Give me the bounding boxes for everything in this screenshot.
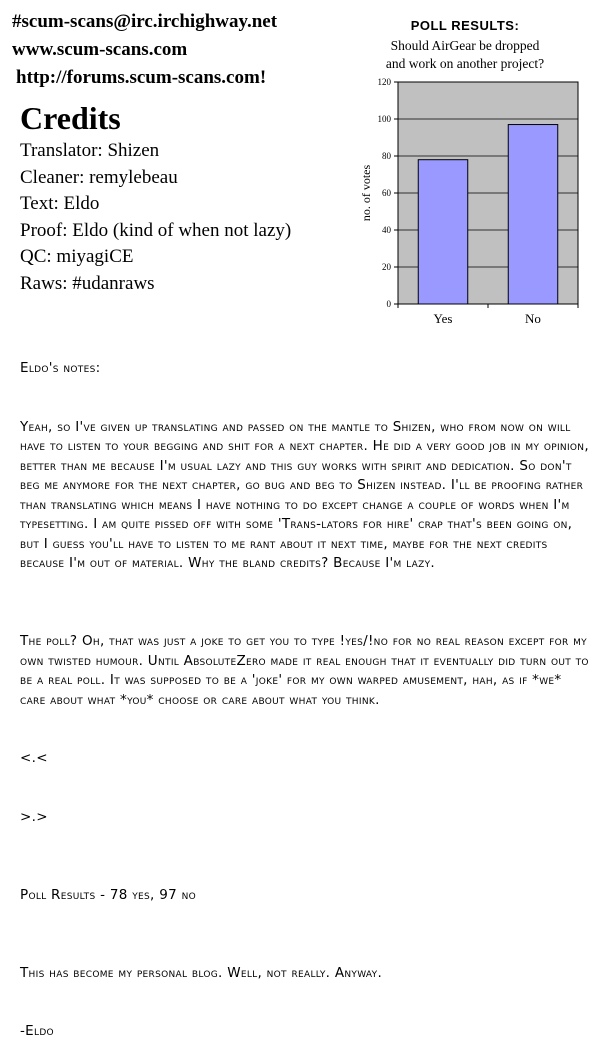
poll-heading: POLL RESULTS: [410,18,520,33]
y-axis-label: no. of votes [359,164,373,222]
y-tick-label: 40 [382,225,391,235]
poll-question-line1: Should AirGear be dropped [390,38,540,53]
poll-chart-svg [340,78,590,348]
irc-link: #scum-scans@irc.irchighway.net [12,11,278,32]
credit-proof: Proof: Eldo (kind of when not lazy) [20,219,292,241]
y-tick-label: 80 [382,151,391,161]
credits-block [20,98,291,297]
poll-question-line2: and work on another project? [385,56,545,71]
notes-signature: -Eldo [20,1023,54,1039]
notes-emote-2: >.> [20,808,48,825]
notes-heading: Eldo's notes: [20,360,101,376]
x-tick-label: Yes [433,311,453,326]
credit-raws: Raws: #udanraws [20,272,155,294]
bar-yes [418,160,468,304]
website-link: www.scum-scans.com [12,39,188,60]
y-tick-label: 100 [377,114,391,124]
notes-emote-1: <.< [20,750,48,766]
forums-link: http://forums.scum-scans.com! [16,67,267,88]
poll-chart [340,78,590,348]
y-tick-label: 60 [382,188,391,198]
poll-question [340,37,590,73]
notes-paragraph-2: The poll? Oh, that was just a joke to get you to type !yes/!no for no real reason except for my own twisted humour. Until AbsoluteZero made it real enough that it eventually did turn out to be a real poll. It was supposed to be a 'joke' for my own warped amusement, hah, as if *we* care about what *you* choose or care about what you think. [20,633,594,708]
notes-block [20,320,594,1061]
credit-text: Text: Eldo [20,193,100,214]
notes-paragraph-1: Yeah, so I've given up translating and passed on the mantle to Shizen, who from now on will have to listen to your begging and shit for a next chapter. He did a very good job in my opinion, better than me because I'm usual lazy and this guy works with spirit and dedication. So don't beg me anymore for the next chapter, go bug and beg to Shizen instead. I'll be proofing rather than translating which means I have nothing to do except change a couple of words when I'm typesetting. I am quite pissed off with some 'Trans-lators for hire' crap that's been going on, but I guess you'll have to listen to me rant about it next time, maybe for the next credits because I'm out of material. Why the bland credits? Because I'm lazy. [20,418,594,571]
header-links [12,8,277,92]
y-tick-label: 120 [377,78,391,87]
poll-panel [340,18,590,326]
credit-cleaner: Cleaner: remylebeau [20,166,178,188]
credits-title: Credits [20,100,121,136]
bar-no [508,125,558,304]
y-tick-label: 20 [382,262,391,272]
credit-translator: Translator: Shizen [20,140,160,161]
notes-poll-results: Poll Results - 78 yes, 97 no [20,886,196,903]
notes-closing: This has become my personal blog. Well, not really. Anyway. [20,964,383,981]
x-tick-label: No [525,311,541,326]
y-tick-label: 0 [386,299,391,309]
credit-qc: QC: miyagiCE [20,246,134,267]
